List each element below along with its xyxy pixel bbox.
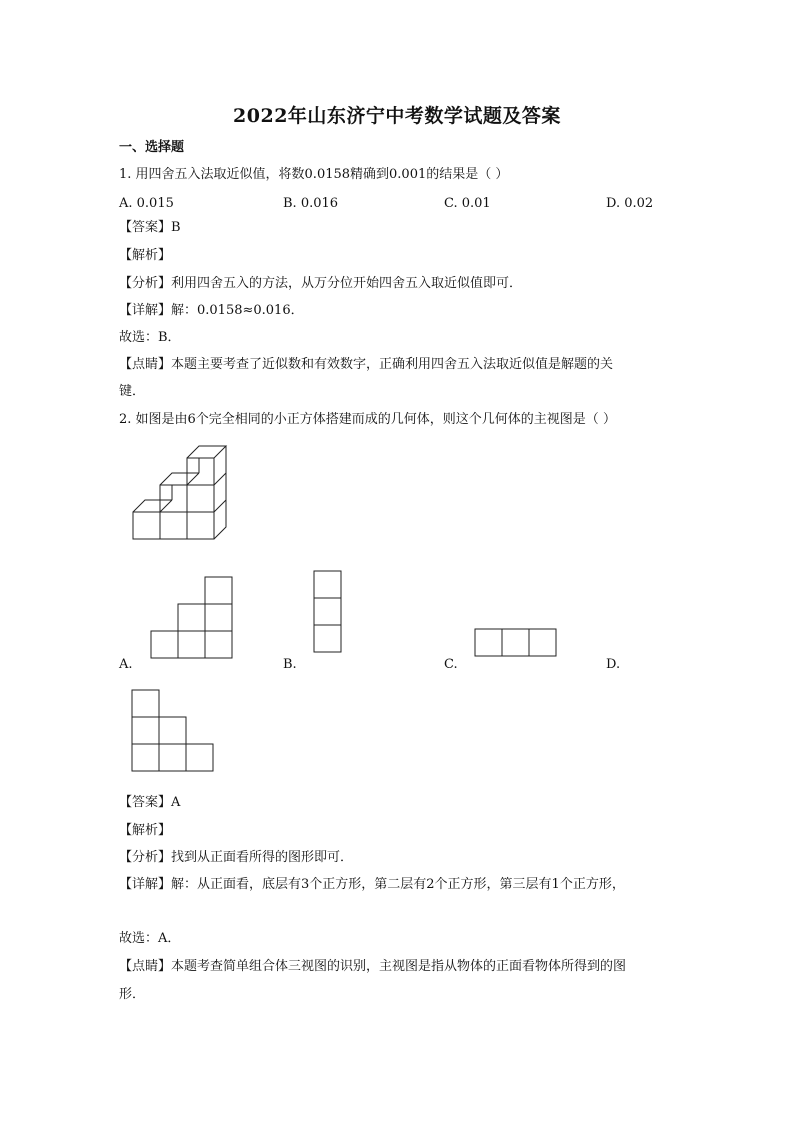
q2-xiangjie: 【详解】解：从正面看，底层有3个正方形，第二层有2个正方形，第三层有1个正方形， (119, 877, 625, 892)
cube-front-face (133, 512, 160, 539)
q2-option-c-label: C. (444, 657, 458, 672)
q2-answer: 【答案】A (119, 795, 181, 810)
q1-option-c: C. 0.01 (444, 196, 491, 211)
q1-guxuan: 故选：B． (119, 330, 181, 345)
cube-right-edge (214, 473, 226, 485)
q1-fenxi: 【分析】利用四舍五入的方法，从万分位开始四舍五入取近似值即可． (119, 276, 523, 291)
q2-option-b-label: B. (283, 657, 297, 672)
q2-analysis-label: 【解析】 (119, 823, 172, 838)
q2-dianjing-line2: 形． (119, 987, 146, 1002)
cube-stack-figure (125, 440, 235, 550)
q1-stem: 1. 用四舍五入法取近似值，将数0.0158精确到0.001的结果是（ ） (119, 167, 509, 182)
q1-dianjing-line2: 键． (119, 384, 146, 399)
q1-option-b: B. 0.016 (283, 196, 339, 211)
q2-guxuan: 故选：A． (119, 931, 181, 946)
cube-top-edge (160, 500, 172, 512)
q2-fenxi: 【分析】找到从正面看所得的图形即可． (119, 850, 354, 865)
q2-option-d-figure (130, 688, 218, 776)
cube-front-face (187, 485, 214, 512)
cube-top-edge (187, 446, 226, 458)
cube-right-edge (214, 446, 226, 539)
q2-option-a-label: A. (119, 657, 133, 672)
section-heading: 一、选择题 (119, 140, 185, 155)
q1-dianjing-line1: 【点睛】本题主要考查了近似数和有效数字，正确利用四舍五入法取近似值是解题的关 (119, 357, 614, 372)
q1-analysis-label: 【解析】 (119, 248, 172, 263)
q2-option-d-label: D. (606, 657, 621, 672)
cube-front-face (187, 512, 214, 539)
q1-answer: 【答案】B (119, 220, 181, 235)
q2-option-a-figure (150, 574, 236, 660)
q1-xiangjie: 【详解】解：0.0158≈0.016． (119, 303, 304, 318)
cube-front-face (160, 512, 187, 539)
q1-option-a: A. 0.015 (119, 196, 174, 211)
cube-top-edge (187, 473, 199, 485)
q2-stem: 2. 如图是由6个完全相同的小正方体搭建而成的几何体，则这个几何体的主视图是（ ） (119, 412, 616, 427)
page-title: 2022年山东济宁中考数学试题及答案 (233, 105, 561, 127)
q2-option-b-figure (312, 569, 344, 657)
q2-option-c-figure (473, 627, 561, 659)
q1-option-d: D. 0.02 (606, 196, 654, 211)
cube-right-edge (214, 500, 226, 512)
q2-dianjing-line1: 【点睛】本题考查简单组合体三视图的识别，主视图是指从物体的正面看物体所得到的图 (119, 959, 627, 974)
